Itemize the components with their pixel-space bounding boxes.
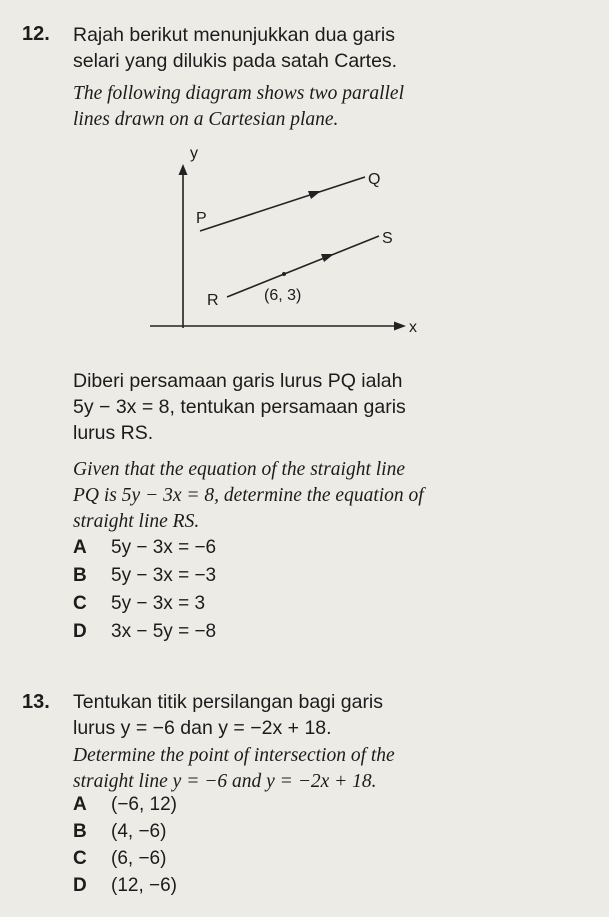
line-rs — [227, 236, 379, 297]
text-line: Determine the point of intersection of the — [73, 745, 395, 766]
text-line: selari yang dilukis pada satah Cartes. — [73, 50, 398, 72]
q12-option-b[interactable] — [73, 565, 216, 587]
question-12-given-malay — [73, 368, 593, 446]
option-text: (12, −6) — [111, 875, 178, 896]
text-line: Tentukan titik persilangan bagi garis — [73, 691, 384, 713]
option-text: 3x − 5y = −8 — [111, 621, 217, 642]
question-13-malay-text — [73, 689, 593, 741]
option-text: (4, −6) — [111, 821, 167, 842]
option-text: (6, −6) — [111, 848, 167, 869]
y-axis-label: y — [190, 145, 198, 162]
option-text: 5y − 3x = −3 — [111, 565, 217, 586]
text-line: lines drawn on a Cartesian plane. — [73, 109, 339, 130]
line-pq — [200, 177, 365, 231]
x-axis-label: x — [409, 319, 417, 336]
option-letter: C — [73, 593, 87, 614]
option-letter: C — [73, 848, 87, 869]
question-12-malay-text — [73, 22, 593, 74]
q13-option-a[interactable] — [73, 794, 177, 816]
q12-option-a[interactable] — [73, 537, 216, 559]
option-letter: A — [73, 794, 87, 815]
q13-option-b[interactable] — [73, 821, 166, 843]
coordinate-label: (6, 3) — [264, 287, 302, 304]
question-12-given-english — [73, 457, 593, 535]
question-12-english-text — [73, 81, 593, 133]
text-line: lurus y = −6 dan y = −2x + 18. — [73, 717, 332, 739]
x-axis-arrow-icon — [394, 322, 406, 331]
text-line: Given that the equation of the straight line — [73, 459, 405, 480]
line-pq-arrow-icon — [308, 191, 321, 199]
y-axis-arrow-icon — [179, 164, 188, 175]
point-q-label: Q — [368, 171, 381, 188]
q12-option-c[interactable] — [73, 593, 205, 615]
q13-option-c[interactable] — [73, 848, 166, 870]
line-rs-arrow-icon — [321, 254, 334, 262]
text-line: PQ is 5y − 3x = 8, determine the equation of — [73, 485, 424, 506]
question-13-english-text — [73, 743, 593, 795]
option-text: 5y − 3x = 3 — [111, 593, 206, 614]
text-line: straight line RS. — [73, 511, 200, 532]
option-letter: A — [73, 537, 87, 558]
q13-option-d[interactable] — [73, 875, 177, 897]
option-letter: D — [73, 875, 87, 896]
text-line: Diberi persamaan garis lurus PQ ialah — [73, 370, 403, 392]
text-line: 5y − 3x = 8, tentukan persamaan garis — [73, 396, 406, 418]
point-6-3 — [282, 272, 286, 276]
question-13-number: 13. — [22, 691, 50, 713]
question-12-number: 12. — [22, 23, 50, 45]
option-text: 5y − 3x = −6 — [111, 537, 217, 558]
option-letter: B — [73, 565, 87, 586]
option-letter: B — [73, 821, 87, 842]
point-p-label: P — [196, 210, 207, 227]
q12-option-d[interactable] — [73, 621, 216, 643]
cartesian-diagram — [150, 140, 450, 355]
option-text: (−6, 12) — [111, 794, 178, 815]
text-line: straight line y = −6 and y = −2x + 18. — [73, 771, 377, 792]
option-letter: D — [73, 621, 87, 642]
point-s-label: S — [382, 230, 393, 247]
text-line: The following diagram shows two parallel — [73, 83, 404, 104]
text-line: lurus RS. — [73, 422, 154, 444]
text-line: Rajah berikut menunjukkan dua garis — [73, 24, 395, 46]
point-r-label: R — [207, 292, 219, 309]
